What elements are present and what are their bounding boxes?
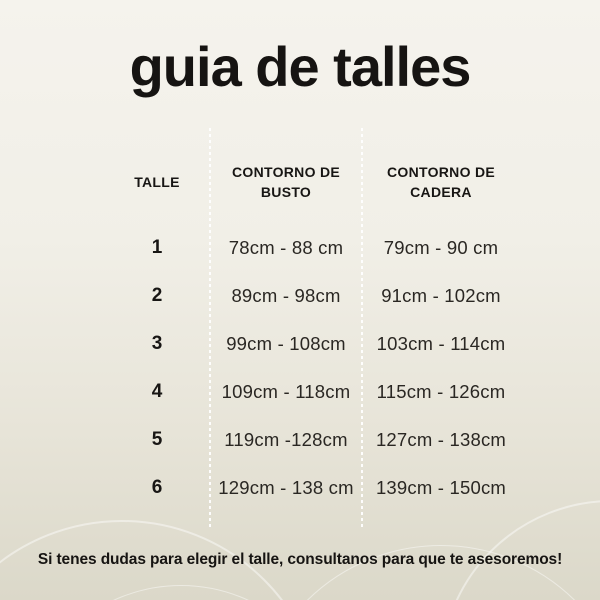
table-row [104, 224, 520, 272]
talle-cell: 1 [151, 237, 163, 258]
cadera-range-cell: 115cm - 126cm [376, 381, 506, 402]
busto-range-cell: 89cm - 98cm [231, 285, 341, 306]
table-row [104, 416, 520, 464]
cadera-column-header: CONTORNO DE CADERA [386, 163, 496, 200]
footer-note: Si tenes dudas para elegir el talle, consultanos para que te asesoremos! [37, 551, 563, 568]
cadera-range-cell: 127cm - 138cm [375, 429, 507, 450]
talle-cell: 3 [151, 333, 163, 354]
page-title: guia de talles [129, 35, 471, 98]
cadera-range-cell: 103cm - 114cm [376, 333, 506, 354]
busto-range-cell: 109cm - 118cm [221, 381, 351, 402]
table-row [104, 464, 520, 512]
talle-cell: 6 [151, 477, 163, 498]
busto-range-cell: 99cm - 108cm [226, 333, 346, 354]
cadera-range-cell: 79cm - 90 cm [383, 237, 499, 258]
talle-cell: 2 [151, 285, 163, 306]
talle-cell: 5 [151, 429, 163, 450]
decorative-circle [440, 500, 600, 600]
busto-column-header: CONTORNO DE BUSTO [231, 163, 341, 200]
busto-range-cell: 129cm - 138 cm [218, 477, 354, 498]
talle-column-header: TALLE [134, 173, 180, 190]
size-table [104, 140, 520, 512]
decorative-circle [20, 585, 342, 600]
cadera-range-cell: 139cm - 150cm [375, 477, 507, 498]
table-header-row [104, 140, 520, 224]
busto-range-cell: 78cm - 88 cm [228, 237, 344, 258]
cadera-range-cell: 91cm - 102cm [381, 285, 501, 306]
busto-range-cell: 119cm -128cm [224, 429, 348, 450]
table-row [104, 320, 520, 368]
table-row [104, 272, 520, 320]
table-row [104, 368, 520, 416]
talle-cell: 4 [151, 381, 163, 402]
